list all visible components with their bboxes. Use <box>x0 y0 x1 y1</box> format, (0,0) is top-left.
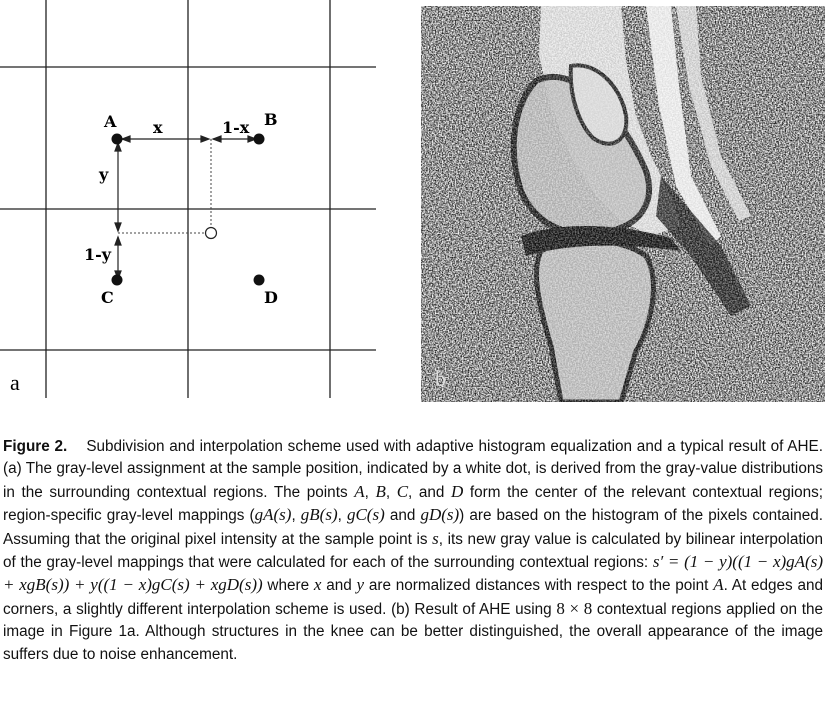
figure-caption <box>3 436 823 666</box>
point-d-dot <box>254 275 265 286</box>
caption-text-1: Subdivision and interpolation scheme used with adaptive histogram equalization and a typical result of AHE. (a) The gray-level assignment at the sample position, indicated by a white dot, is derived from the gray-value distributions in the surrounding contextual regions. The points <box>3 438 824 501</box>
caption-text-9: are normalized distances with respect to the point <box>364 577 714 595</box>
point-c-dot <box>112 275 123 286</box>
caption-text-3: form the center of the relevant contextual regions; region-specific gray-level mappings ( <box>3 483 824 525</box>
ahe-knee-image <box>421 6 825 402</box>
caption-point-a: A <box>354 481 365 501</box>
caption-text-11: contextual regions applied on the image in Figure 1a. Although structures in the knee can be better distinguished, the overall appearance of the image suffers due to noise enhancement. <box>3 600 823 663</box>
caption-text-8: and <box>321 577 357 595</box>
caption-sep: , <box>385 483 397 501</box>
caption-text-7: where <box>262 577 314 595</box>
label-point-d: D <box>264 288 278 307</box>
caption-point-a-2: A <box>713 575 724 595</box>
caption-var-s: s <box>432 528 439 548</box>
label-distance-1mx: 1-x <box>222 118 250 137</box>
panel-a-letter: a <box>10 370 20 395</box>
label-point-b: B <box>264 110 278 129</box>
caption-text-10: . At edges and corners, a slightly different interpolation scheme is used. (b) Result of AHE using <box>3 577 824 618</box>
label-point-a: A <box>104 112 117 131</box>
caption-sep: , <box>337 507 347 525</box>
caption-point-d: D <box>451 481 464 501</box>
caption-sep: , <box>364 483 376 501</box>
label-distance-y: y <box>99 165 109 184</box>
caption-mapping-gd: gD(s) <box>420 505 460 525</box>
caption-var-y: y <box>356 575 365 595</box>
sample-point-white-dot <box>206 228 217 239</box>
panel-b-letter: b <box>435 366 446 391</box>
caption-point-b: B <box>375 481 386 501</box>
label-distance-1my: 1-y <box>84 245 112 264</box>
caption-text-6: , its new gray value is calculated by bilinear interpolation of the gray-level mappings that were calculated for each of the surrounding contextual regions: <box>3 530 823 572</box>
label-point-c: C <box>101 288 114 307</box>
caption-label: Figure 2. <box>3 438 68 455</box>
caption-text-4: and <box>384 507 421 525</box>
point-a-dot <box>112 134 123 145</box>
caption-sep: , <box>291 507 301 525</box>
point-b-dot <box>254 134 265 145</box>
caption-mapping-gc: gC(s) <box>346 505 385 525</box>
caption-point-c: C <box>396 481 409 501</box>
caption-text-2: , and <box>408 483 451 501</box>
label-distance-x: x <box>153 118 163 137</box>
caption-mapping-ga: gA(s) <box>254 505 292 525</box>
caption-var-x: x <box>313 575 322 595</box>
caption-formula: s′ = (1 − y)((1 − x)gA(s) + xgB(s)) + y((1 − x)gC(s) + xgD(s)) <box>3 552 823 595</box>
caption-text-5: ) are based on the histogram of the pixels contained. Assuming that the original pixel intensity at the sample point is <box>3 507 824 548</box>
caption-grid-size: 8 × 8 <box>556 598 593 618</box>
caption-mapping-gb: gB(s) <box>300 505 338 525</box>
interpolation-diagram <box>0 0 390 410</box>
